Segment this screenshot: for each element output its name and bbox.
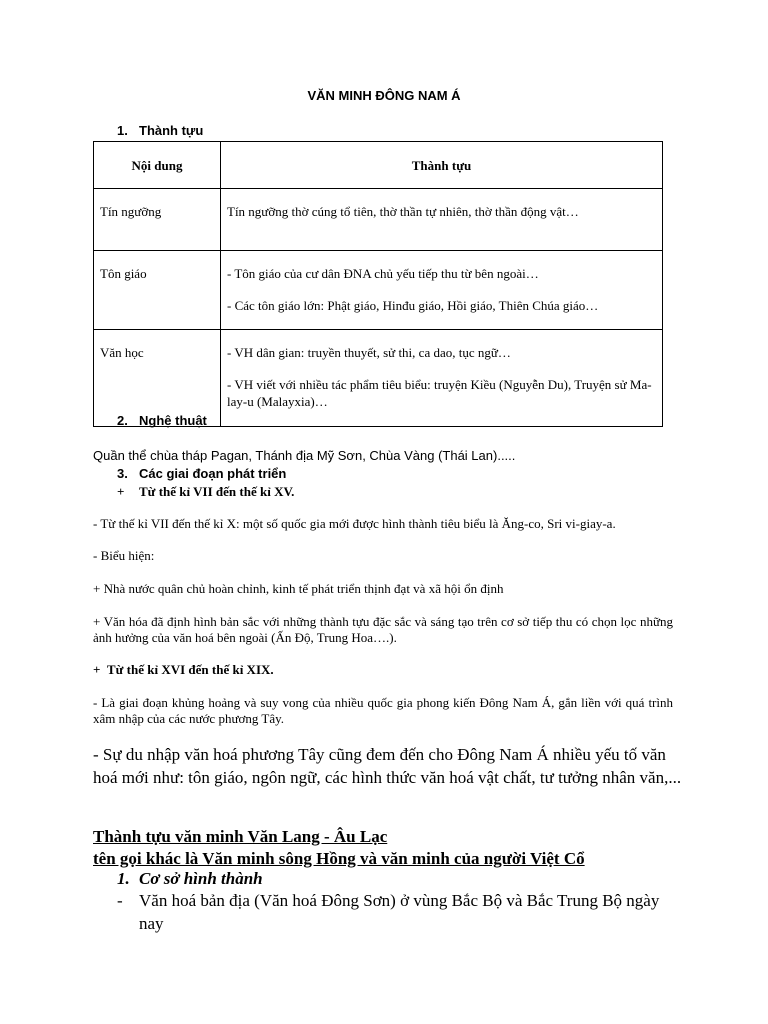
section-heading-basis xyxy=(117,868,263,890)
art-text: Quần thể chùa tháp Pagan, Thánh địa Mỹ Sơn, Chùa Vàng (Thái Lan)..... xyxy=(93,448,516,463)
section-number: 1. xyxy=(117,869,130,888)
page-title: VĂN MINH ĐÔNG NAM Á xyxy=(307,88,461,103)
period-label: Từ thế kỉ XVI đến thế kỉ XIX. xyxy=(106,662,274,677)
table-row xyxy=(94,251,663,330)
table-row xyxy=(94,330,663,427)
section-label: Nghệ thuật xyxy=(139,413,207,428)
paragraph: + Văn hóa đã định hình bản sắc với những thành tựu đặc sắc và sáng tạo trên cơ sở tiếp thu có chọn lọc những ảnh hưởng của văn hoá bên ngoài (Ấn Độ, Trung Hoa….). xyxy=(93,614,673,645)
table-cell-detail xyxy=(221,251,663,330)
cell-line: - Tôn giáo của cư dân ĐNA chủ yếu tiếp thu từ bên ngoài… xyxy=(227,266,539,281)
table-cell-detail xyxy=(221,330,663,427)
heading-van-lang: Thành tựu văn minh Văn Lang - Âu Lạc xyxy=(93,827,388,846)
section-heading-periods xyxy=(117,466,286,481)
table-cell-topic: Tôn giáo xyxy=(94,251,221,330)
table-cell-detail xyxy=(221,189,663,251)
table-header-row xyxy=(94,142,663,189)
paragraph: - Là giai đoạn khủng hoảng và suy vong của nhiều quốc gia phong kiến Đông Nam Á, gắn liền với quá trình xâm nhập của các nước phương Tây. xyxy=(93,695,673,726)
cell-line: - Các tôn giáo lớn: Phật giáo, Hinđu giáo, Hồi giáo, Thiên Chúa giáo… xyxy=(227,298,599,313)
table-cell-topic: Văn học xyxy=(94,330,221,427)
column-header: Nội dung xyxy=(94,142,221,189)
section-heading-achievements xyxy=(117,123,203,138)
cell-line: - VH dân gian: truyền thuyết, sử thi, ca dao, tục ngữ… xyxy=(227,345,511,360)
achievements-table xyxy=(93,141,663,427)
period-heading-1 xyxy=(117,484,294,500)
period-heading-2 xyxy=(93,662,274,678)
table-row xyxy=(94,189,663,251)
section-label: Cơ sở hình thành xyxy=(139,869,263,888)
cell-line: Tín ngưỡng thờ cúng tổ tiên, thờ thần tự nhiên, thờ thần động vật… xyxy=(227,204,579,219)
paragraph: - Sự du nhập văn hoá phương Tây cũng đem đến cho Đông Nam Á nhiều yếu tố văn hoá mới như: tôn giáo, ngôn ngữ, các hình thức văn hoá vật chất, tư tưởng nhân văn,... xyxy=(93,745,682,787)
section-number: 3. xyxy=(117,466,128,481)
table-cell-topic: Tín ngưỡng xyxy=(94,189,221,251)
bullet-mark: + xyxy=(93,662,101,677)
cell-line: - VH viết với nhiều tác phẩm tiêu biểu: truyện Kiều (Nguyễn Du), Truyện sử Ma-lay-u (Malayxia)… xyxy=(227,377,652,409)
subheading-van-lang: tên gọi khác là Văn minh sông Hồng và văn minh của người Việt Cổ xyxy=(93,849,585,868)
list-item-text: Văn hoá bản địa (Văn hoá Đông Sơn) ở vùng Bắc Bộ và Bắc Trung Bộ ngày nay xyxy=(139,891,660,933)
paragraph: + Nhà nước quân chủ hoàn chỉnh, kinh tế phát triển thịnh đạt và xã hội ổn định xyxy=(93,581,504,596)
section-number: 1. xyxy=(117,123,128,138)
column-header: Thành tựu xyxy=(221,142,663,189)
section-heading-art xyxy=(117,413,207,428)
section-label: Thành tựu xyxy=(139,123,204,138)
bullet-mark: + xyxy=(117,484,125,499)
section-label: Các giai đoạn phát triển xyxy=(139,466,287,481)
bullet-mark: - xyxy=(117,891,123,910)
period-label: Từ thế kỉ VII đến thế kỉ XV. xyxy=(139,484,295,499)
paragraph: - Từ thế kỉ VII đến thế kỉ X: một số quốc gia mới được hình thành tiêu biểu là Ăng-co, Sri vi-giay-a. xyxy=(93,516,616,531)
paragraph: - Biểu hiện: xyxy=(93,548,155,563)
section-number: 2. xyxy=(117,413,128,428)
list-item xyxy=(117,889,677,935)
